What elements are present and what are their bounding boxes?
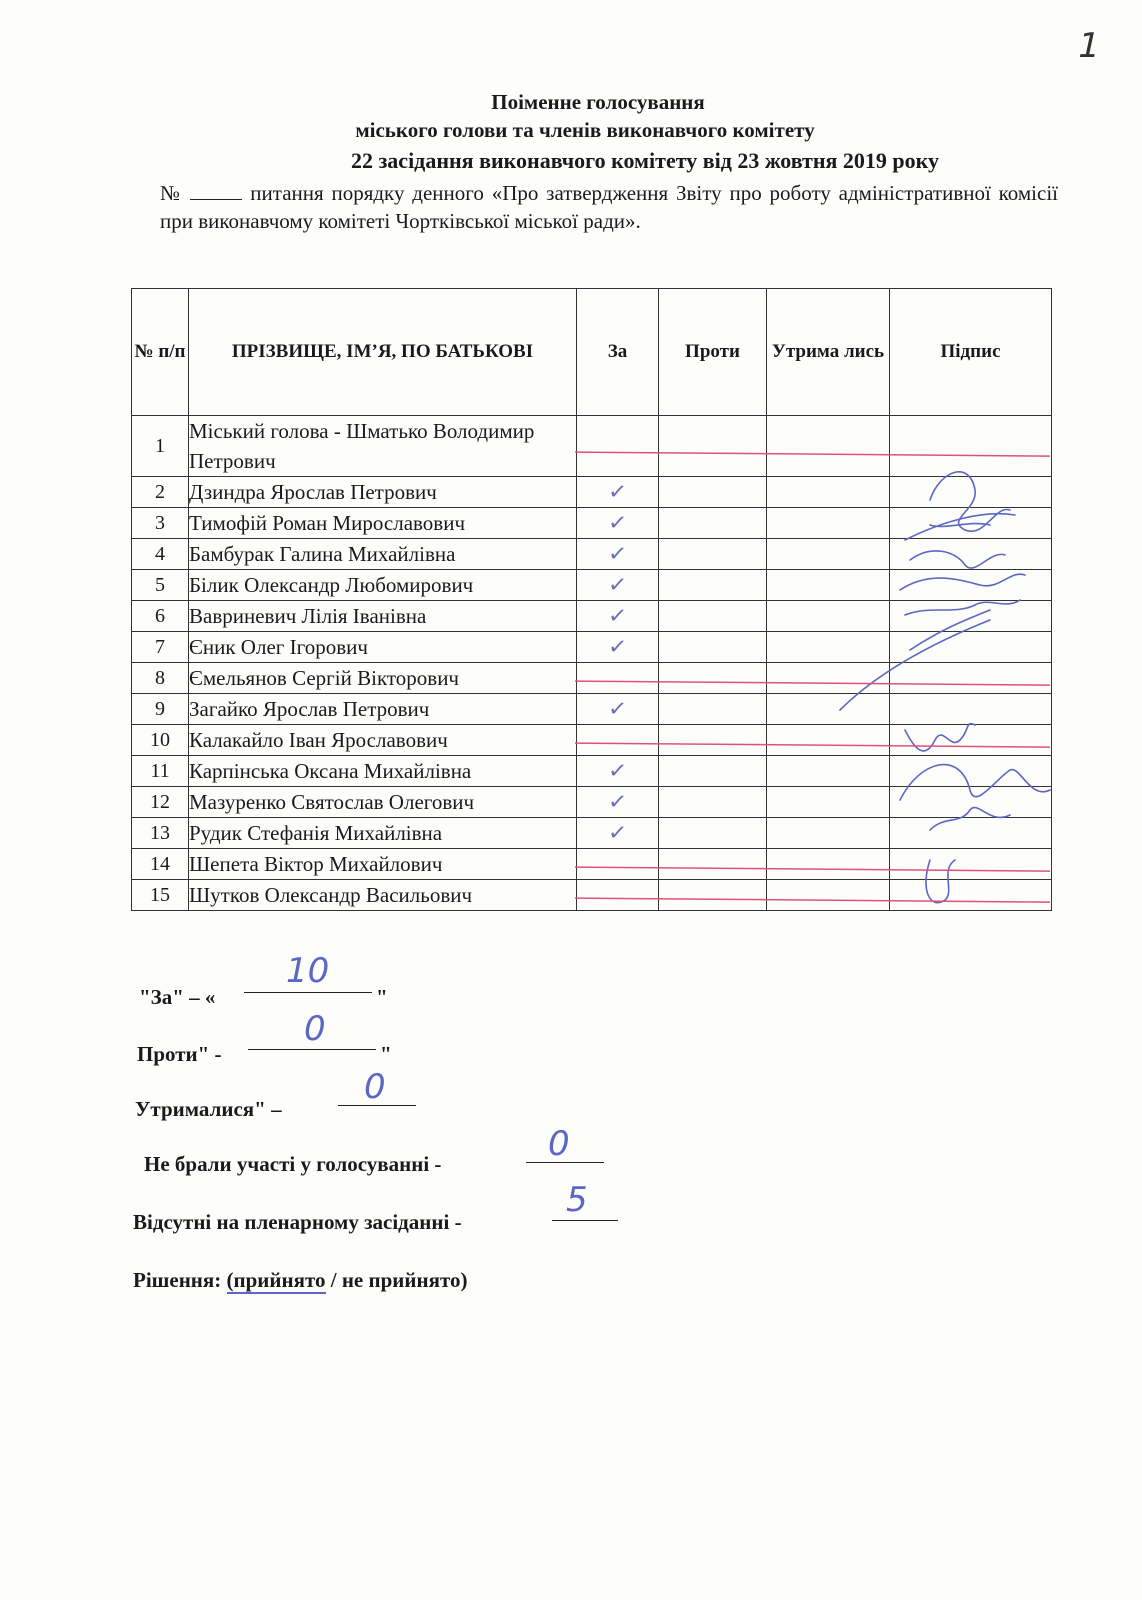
row-name: Мазуренко Святослав Олегович [189, 787, 577, 818]
decision-rest: / не прийнято) [330, 1268, 468, 1292]
summary-against-quote: " [380, 1042, 392, 1066]
vote-for-cell [577, 849, 659, 880]
vote-abstain-cell [767, 601, 890, 632]
summary-not-participated-label: Не брали участі у голосуванні - [144, 1152, 442, 1176]
row-number: 11 [132, 756, 189, 787]
row-number: 7 [132, 632, 189, 663]
vote-abstain-cell [767, 787, 890, 818]
vote-for-cell [577, 539, 659, 570]
vote-against-cell [659, 632, 767, 663]
summary-for-quote: " [376, 985, 388, 1009]
table-row [132, 570, 1052, 601]
row-name: Загайко Ярослав Петрович [189, 694, 577, 725]
row-name: Калакайло Іван Ярославович [189, 725, 577, 756]
check-mark-icon: ✓ [607, 540, 628, 568]
row-name: Білик Олександр Любомирович [189, 570, 577, 601]
row-number: 13 [132, 818, 189, 849]
vote-abstain-cell [767, 539, 890, 570]
row-number: 12 [132, 787, 189, 818]
vote-abstain-cell [767, 756, 890, 787]
signature-cell [890, 632, 1052, 663]
summary-absent-value: 5 [566, 1180, 588, 1220]
summary-against-value: 0 [304, 1009, 326, 1049]
table-row [132, 508, 1052, 539]
vote-against-cell [659, 477, 767, 508]
vote-for-cell [577, 756, 659, 787]
vote-abstain-cell [767, 477, 890, 508]
voting-table [131, 288, 1052, 911]
signature-cell [890, 694, 1052, 725]
row-name: Ємельянов Сергій Вікторович [189, 663, 577, 694]
vote-against-cell [659, 539, 767, 570]
table-row [132, 818, 1052, 849]
table-row [132, 725, 1052, 756]
vote-against-cell [659, 849, 767, 880]
vote-abstain-cell [767, 880, 890, 911]
agenda-question: питання порядку денного «Про затвердження Звіту про роботу адміністративної комісії при виконавчому комітеті Чортківської міської ради». [160, 181, 1058, 233]
item-number-blank [190, 185, 242, 200]
vote-against-cell [659, 787, 767, 818]
vote-abstain-cell [767, 416, 890, 477]
vote-for-cell [577, 477, 659, 508]
row-number: 5 [132, 570, 189, 601]
summary-abstained-label: Утрималися" – [135, 1097, 282, 1121]
row-number: 15 [132, 880, 189, 911]
row-name: Рудик Стефанія Михайлівна [189, 818, 577, 849]
table-row [132, 756, 1052, 787]
header-abstain: Утрима лись [767, 289, 890, 416]
table-row [132, 632, 1052, 663]
header-for: За [577, 289, 659, 416]
signature-cell [890, 880, 1052, 911]
row-number: 8 [132, 663, 189, 694]
summary-absent-label: Відсутні на пленарному засіданні - [133, 1210, 462, 1234]
vote-for-cell [577, 880, 659, 911]
vote-for-cell [577, 818, 659, 849]
header-name: ПРІЗВИЩЕ, ІМ’Я, ПО БАТЬКОВІ [189, 289, 577, 416]
signature-cell [890, 787, 1052, 818]
row-name: Міський голова - Шматько Володимир Петрович [189, 416, 577, 477]
vote-for-cell [577, 725, 659, 756]
header-against: Проти [659, 289, 767, 416]
row-name: Єник Олег Ігорович [189, 632, 577, 663]
vote-against-cell [659, 725, 767, 756]
check-mark-icon: ✓ [607, 757, 628, 785]
row-name: Вавриневич Лілія Іванівна [189, 601, 577, 632]
vote-abstain-cell [767, 632, 890, 663]
vote-abstain-cell [767, 849, 890, 880]
row-name: Тимофій Роман Мирославович [189, 508, 577, 539]
vote-abstain-cell [767, 725, 890, 756]
summary-not-participated-value: 0 [548, 1124, 570, 1164]
vote-for-cell [577, 663, 659, 694]
row-number: 6 [132, 601, 189, 632]
check-mark-icon: ✓ [607, 788, 628, 816]
row-number: 1 [132, 416, 189, 477]
row-number: 3 [132, 508, 189, 539]
check-mark-icon: ✓ [607, 509, 628, 537]
decision-accepted: (прийнято [226, 1268, 326, 1292]
title-line-1: Поіменне голосування [491, 90, 705, 114]
signature-cell [890, 725, 1052, 756]
title-line-3: 22 засідання виконавчого комітету від 23 жовтня 2019 року [350, 148, 940, 173]
vote-against-cell [659, 508, 767, 539]
vote-for-cell [577, 694, 659, 725]
vote-against-cell [659, 818, 767, 849]
table-row [132, 849, 1052, 880]
number-sign: № [160, 181, 183, 205]
vote-for-cell [577, 601, 659, 632]
vote-against-cell [659, 416, 767, 477]
vote-abstain-cell [767, 508, 890, 539]
row-name: Шепета Віктор Михайлович [189, 849, 577, 880]
header-signature: Підпис [890, 289, 1052, 416]
vote-for-cell [577, 787, 659, 818]
check-mark-icon: ✓ [607, 478, 628, 506]
check-mark-icon: ✓ [607, 695, 628, 723]
summary-against-label: Проти" - [137, 1042, 222, 1066]
header-number: № п/п [132, 289, 189, 416]
row-number: 14 [132, 849, 189, 880]
vote-against-cell [659, 663, 767, 694]
vote-against-cell [659, 756, 767, 787]
table-row [132, 416, 1052, 477]
vote-abstain-cell [767, 694, 890, 725]
table-row [132, 663, 1052, 694]
check-mark-icon: ✓ [607, 571, 628, 599]
signature-cell [890, 539, 1052, 570]
signature-cell [890, 508, 1052, 539]
row-number: 4 [132, 539, 189, 570]
row-number: 2 [132, 477, 189, 508]
decision-label: Рішення: [133, 1268, 222, 1292]
vote-against-cell [659, 880, 767, 911]
row-name: Бамбурак Галина Михайлівна [189, 539, 577, 570]
vote-for-cell [577, 570, 659, 601]
check-mark-icon: ✓ [607, 819, 628, 847]
vote-against-cell [659, 570, 767, 601]
vote-abstain-cell [767, 570, 890, 601]
check-mark-icon: ✓ [607, 633, 628, 661]
agenda-item-text [160, 179, 1058, 235]
table-row [132, 477, 1052, 508]
signature-cell [890, 570, 1052, 601]
table-row [132, 787, 1052, 818]
vote-abstain-cell [767, 663, 890, 694]
signature-cell [890, 601, 1052, 632]
row-name: Карпінська Оксана Михайлівна [189, 756, 577, 787]
vote-against-cell [659, 694, 767, 725]
signature-cell [890, 477, 1052, 508]
table-row [132, 601, 1052, 632]
vote-for-cell [577, 632, 659, 663]
check-mark-icon: ✓ [607, 602, 628, 630]
vote-abstain-cell [767, 818, 890, 849]
page-number: 1 [1073, 26, 1104, 66]
row-number: 9 [132, 694, 189, 725]
summary-for-value: 10 [286, 951, 330, 991]
signature-cell [890, 818, 1052, 849]
table-row [132, 694, 1052, 725]
table-row [132, 880, 1052, 911]
vote-for-cell [577, 508, 659, 539]
row-number: 10 [132, 725, 189, 756]
row-name: Дзиндра Ярослав Петрович [189, 477, 577, 508]
signature-cell [890, 416, 1052, 477]
summary-abstained-value: 0 [364, 1067, 386, 1107]
table-row [132, 539, 1052, 570]
signature-cell [890, 756, 1052, 787]
vote-for-cell [577, 416, 659, 477]
decision-line [133, 1268, 467, 1293]
signature-cell [890, 663, 1052, 694]
row-name: Шутков Олександр Васильович [189, 880, 577, 911]
signature-cell [890, 849, 1052, 880]
vote-against-cell [659, 601, 767, 632]
summary-for-label: "За" – « [139, 985, 216, 1009]
title-line-2: міського голови та членів виконавчого комітету [355, 118, 815, 142]
